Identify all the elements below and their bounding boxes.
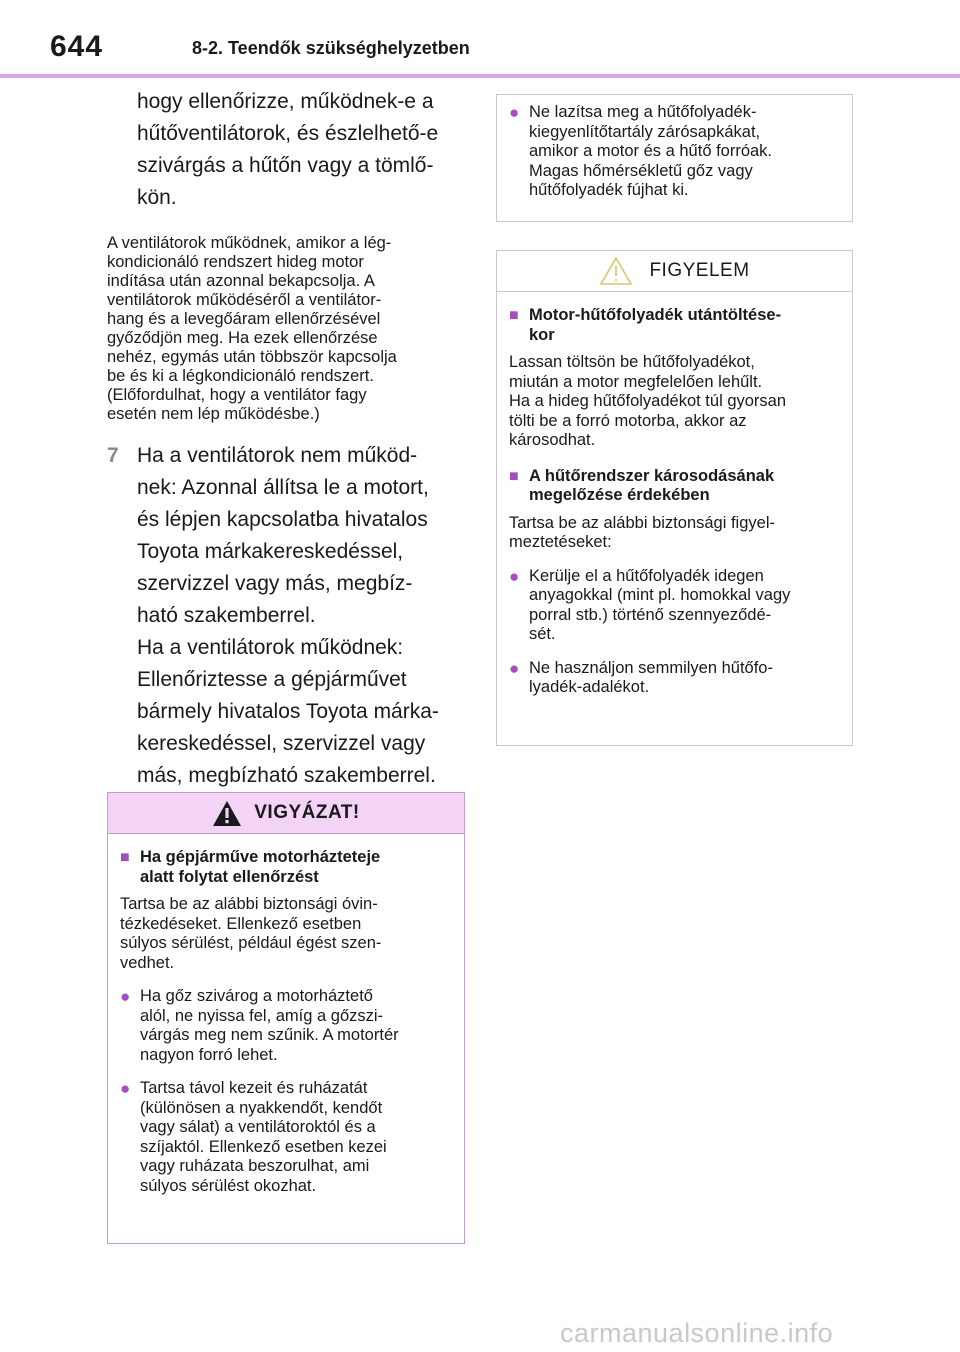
notice-bullet: [509, 567, 838, 645]
caution-bullet: [120, 1079, 450, 1196]
text-line: ventilátorok működéséről a ventilátor-: [107, 291, 382, 309]
text-line: Tartsa be az alábbi biztonsági figyel-: [509, 513, 775, 532]
text-line: vagy ruházata beszorulhat, ami: [140, 1157, 370, 1175]
notice-header: [497, 251, 852, 292]
text-line: (különösen a nyakkendőt, kendőt: [140, 1098, 383, 1117]
text-line: (Előfordulhat, hogy a ventilátor fagy: [107, 386, 367, 404]
caution-intro: [120, 895, 450, 973]
text-line: anyagokkal (mint pl. homokkal vagy: [529, 586, 791, 604]
text-line: Lassan töltsön be hűtőfolyadékot,: [509, 353, 755, 371]
caution-heading: [120, 848, 450, 887]
text-line: várgás meg nem szűnik. A motortér: [140, 1026, 399, 1044]
text-line: hűtőfolyadék fújhat ki.: [529, 181, 689, 199]
notice-heading: [509, 306, 838, 345]
text-line: nagyon forró lehet.: [140, 1045, 278, 1064]
text-line: kondicionáló rendszert hideg motor: [107, 253, 364, 271]
warning-outline-icon: [599, 256, 633, 286]
notice-heading: [509, 467, 838, 506]
caution-header: [108, 793, 464, 834]
text-line: Tartsa távol kezeit és ruházatát: [140, 1079, 368, 1097]
section-title: 8-2. Teendők szükséghelyzetben: [192, 38, 470, 58]
page-number: 644: [50, 30, 104, 63]
left-column: [107, 86, 467, 792]
text-line: Ellenőriztesse a gépjárművet: [137, 668, 407, 691]
text-line: kiegyenlítőtartály zárósapkákat,: [529, 122, 761, 141]
text-line: kön.: [137, 186, 177, 209]
text-line: alatt folytat ellenőrzést: [140, 867, 319, 886]
notice-text: [509, 353, 838, 451]
notice-title: FIGYELEM: [649, 260, 750, 281]
text-line: és lépjen kapcsolatba hivatalos: [137, 508, 428, 531]
text-line: porral stb.) történő szennyeződé-: [529, 605, 772, 624]
text-line: tölti be a forró motorba, akkor az: [509, 411, 747, 430]
text-line: nehéz, egymás után többször kapcsolja: [107, 348, 397, 366]
notice-bullet: [509, 659, 838, 698]
text-line: hogy ellenőrizze, működnek-e a: [137, 90, 434, 113]
text-line: A ventilátorok működnek, amikor a lég-: [107, 234, 392, 252]
text-line: A hűtőrendszer károsodásának: [529, 466, 775, 485]
text-line: tézkedéseket. Ellenkező esetben: [120, 914, 362, 933]
header-divider: [0, 74, 960, 78]
dot-bullet-icon: ●: [509, 658, 520, 678]
text-line: hang és a levegőáram ellenőrzésével: [107, 310, 381, 328]
text-line: alól, ne nyissa fel, amíg a gőzszi-: [140, 1006, 384, 1025]
caution-body: [108, 834, 464, 1196]
text-line: Motor-hűtőfolyadék utántöltése-: [529, 306, 782, 324]
square-bullet-icon: ■: [509, 467, 519, 485]
text-line: súlyos sérülést, például égést szen-: [120, 934, 382, 952]
text-line: kor: [529, 325, 555, 344]
caution-box: [107, 792, 465, 1244]
warning-icon: [212, 800, 242, 827]
text-line: vedhet.: [120, 953, 175, 972]
text-line: indítása után azonnal bekapcsolja. A: [107, 272, 375, 290]
text-line: nek: Azonnal állítsa le a motort,: [137, 476, 429, 499]
square-bullet-icon: ■: [509, 307, 519, 324]
text-line: esetén nem lép működésbe.): [107, 405, 320, 423]
caution-bullet: [509, 103, 838, 201]
text-line: szíjaktól. Ellenkező esetben kezei: [140, 1137, 387, 1156]
text-line: sét.: [529, 625, 556, 643]
page-header: [0, 0, 960, 80]
text-line: súlyos sérülést okozhat.: [140, 1176, 317, 1195]
notice-body: [497, 292, 852, 698]
text-line: Toyota márkakereskedéssel,: [137, 540, 404, 563]
text-line: ható szakemberrel.: [137, 604, 316, 627]
continued-caution-body: [497, 95, 852, 201]
watermark: carmanualsonline.info: [560, 1318, 834, 1348]
text-line: szervizzel vagy más, megbíz-: [137, 572, 413, 595]
text-line: hűtőventilátorok, és észlelhető-e: [137, 122, 439, 145]
dot-bullet-icon: ●: [509, 566, 520, 586]
step-number: 7: [107, 444, 119, 467]
text-line: bármely hivatalos Toyota márka-: [137, 700, 439, 723]
text-line: győződjön meg. Ha ezek ellenőrzése: [107, 329, 378, 347]
text-line: vagy sálat) a ventilátoroktól és a: [140, 1118, 376, 1136]
text-line: be és ki a légkondicionáló rendszert.: [107, 367, 374, 385]
fan-note: [107, 234, 467, 424]
text-line: Ha a hideg hűtőfolyadékot túl gyorsan: [509, 392, 787, 410]
text-line: lyadék-adalékot.: [529, 678, 650, 696]
notice-box: [496, 250, 853, 746]
text-line: megelőzése érdekében: [529, 486, 710, 504]
text-line: miután a motor megfelelően lehűlt.: [509, 372, 763, 391]
text-line: szivárgás a hűtőn vagy a tömlő-: [137, 154, 434, 177]
dot-bullet-icon: ●: [120, 1079, 131, 1098]
step-7: [107, 440, 467, 792]
caution-title: VIGYÁZAT!: [254, 802, 360, 823]
text-line: más, megbízható szakemberrel.: [137, 764, 436, 787]
caution-bullet: [120, 987, 450, 1065]
text-line: Ne használjon semmilyen hűtőfo-: [529, 658, 773, 677]
step-7-text: [137, 440, 439, 792]
text-line: Ne lazítsa meg a hűtőfolyadék-: [529, 103, 757, 121]
text-line: Kerülje el a hűtőfolyadék idegen: [529, 566, 764, 585]
notice-text: [509, 514, 838, 553]
dot-bullet-icon: ●: [120, 987, 131, 1006]
dot-bullet-icon: ●: [509, 103, 520, 122]
step-6-continuation: [137, 86, 467, 214]
square-bullet-icon: ■: [120, 849, 130, 866]
text-line: Ha a ventilátorok működnek:: [137, 636, 404, 659]
text-line: Magas hőmérsékletű gőz vagy: [529, 161, 753, 180]
continued-caution-box: [496, 94, 853, 222]
text-line: amikor a motor és a hűtő forróak.: [529, 142, 773, 160]
text-line: Tartsa be az alábbi biztonsági óvin-: [120, 895, 378, 913]
text-line: károsodhat.: [509, 431, 596, 449]
text-line: kereskedéssel, szervizzel vagy: [137, 732, 426, 755]
text-line: Ha gőz szivárog a motorháztető: [140, 987, 373, 1005]
text-line: meztetéseket:: [509, 533, 612, 551]
text-line: Ha gépjárműve motorházteteje: [140, 848, 381, 866]
text-line: Ha a ventilátorok nem működ-: [137, 444, 418, 467]
